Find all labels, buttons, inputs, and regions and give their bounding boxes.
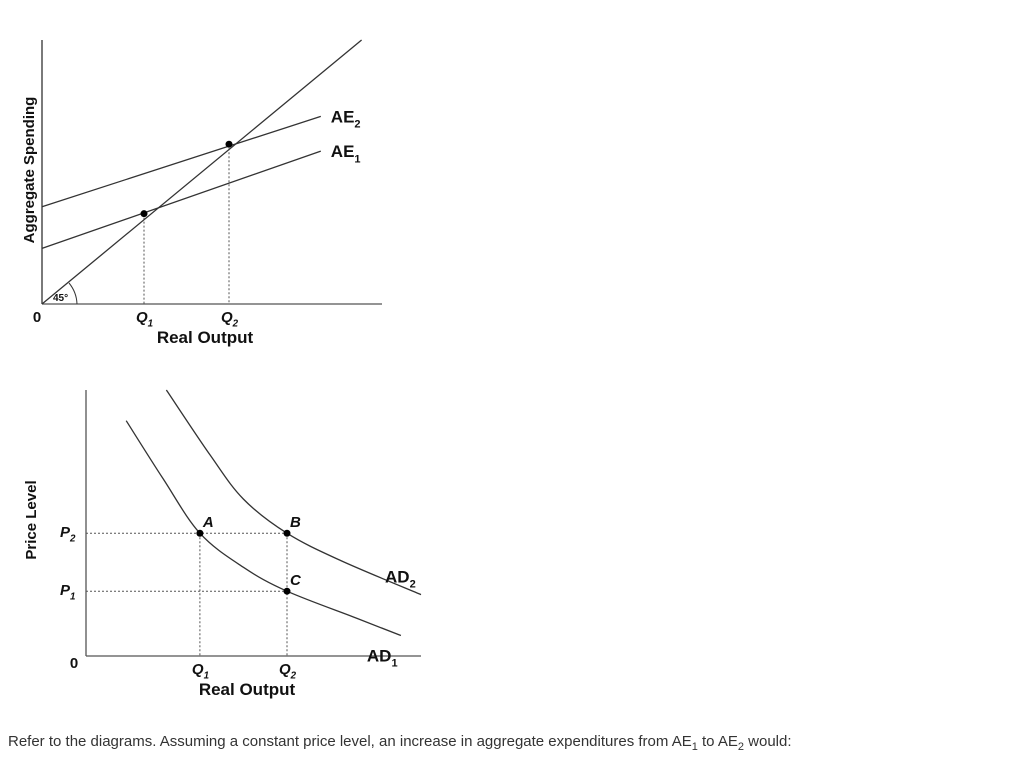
top-equilibrium-point-2 <box>226 141 233 148</box>
bottom-series-ad2 <box>166 390 421 595</box>
top-x-tick-q2: $Q_2$ <box>221 309 239 330</box>
top-series-label-ae2: $AE_2$ <box>330 107 361 131</box>
top-origin-label: 0 <box>32 309 42 326</box>
top-equilibrium-point-1 <box>141 210 148 217</box>
bottom-series-ad1 <box>126 421 401 636</box>
aggregate-expenditures-chart <box>21 40 382 347</box>
angle-arc <box>69 283 77 304</box>
bottom-x-tick-q2: $Q_2$ <box>279 661 297 682</box>
question-part-3: would: <box>744 733 792 750</box>
bottom-point-label-b: B <box>290 514 301 532</box>
aggregate-demand-chart <box>23 390 421 699</box>
question-text <box>8 733 1008 753</box>
top-series-ae2 <box>42 116 321 206</box>
top-x-axis-label: Real Output <box>156 328 254 347</box>
top-x-tick-q1: $Q_1$ <box>136 309 154 330</box>
question-sub-1: 1 <box>691 741 698 753</box>
bottom-series-label-ad1: $AD_1$ <box>366 646 398 670</box>
bottom-origin-label: 0 <box>69 655 79 672</box>
bottom-x-tick-q1: $Q_1$ <box>191 661 210 682</box>
top-series-ae1 <box>42 151 321 248</box>
bottom-y-tick-p1: $P_1$ <box>60 582 76 603</box>
question-sub-2: 2 <box>737 741 744 753</box>
angle-label: 45° <box>53 293 69 304</box>
bottom-point-label-c: C <box>290 572 301 590</box>
bottom-point-label-a: A <box>202 514 214 532</box>
top-series-label-ae1: $AE_1$ <box>330 142 361 166</box>
question-part-1: Refer to the diagrams. Assuming a constant price level, an increase in aggregate expenditures from AE <box>8 733 692 750</box>
bottom-y-tick-p2: $P_2$ <box>60 524 76 545</box>
top-45-degree-line <box>42 40 362 304</box>
bottom-x-axis-label: Real Output <box>198 680 296 699</box>
top-y-axis-label: Aggregate Spending <box>21 96 38 244</box>
bottom-y-axis-label: Price Level <box>23 480 40 560</box>
bottom-series-label-ad2: $AD_2$ <box>385 567 416 591</box>
question-part-2: to AE <box>697 733 738 750</box>
